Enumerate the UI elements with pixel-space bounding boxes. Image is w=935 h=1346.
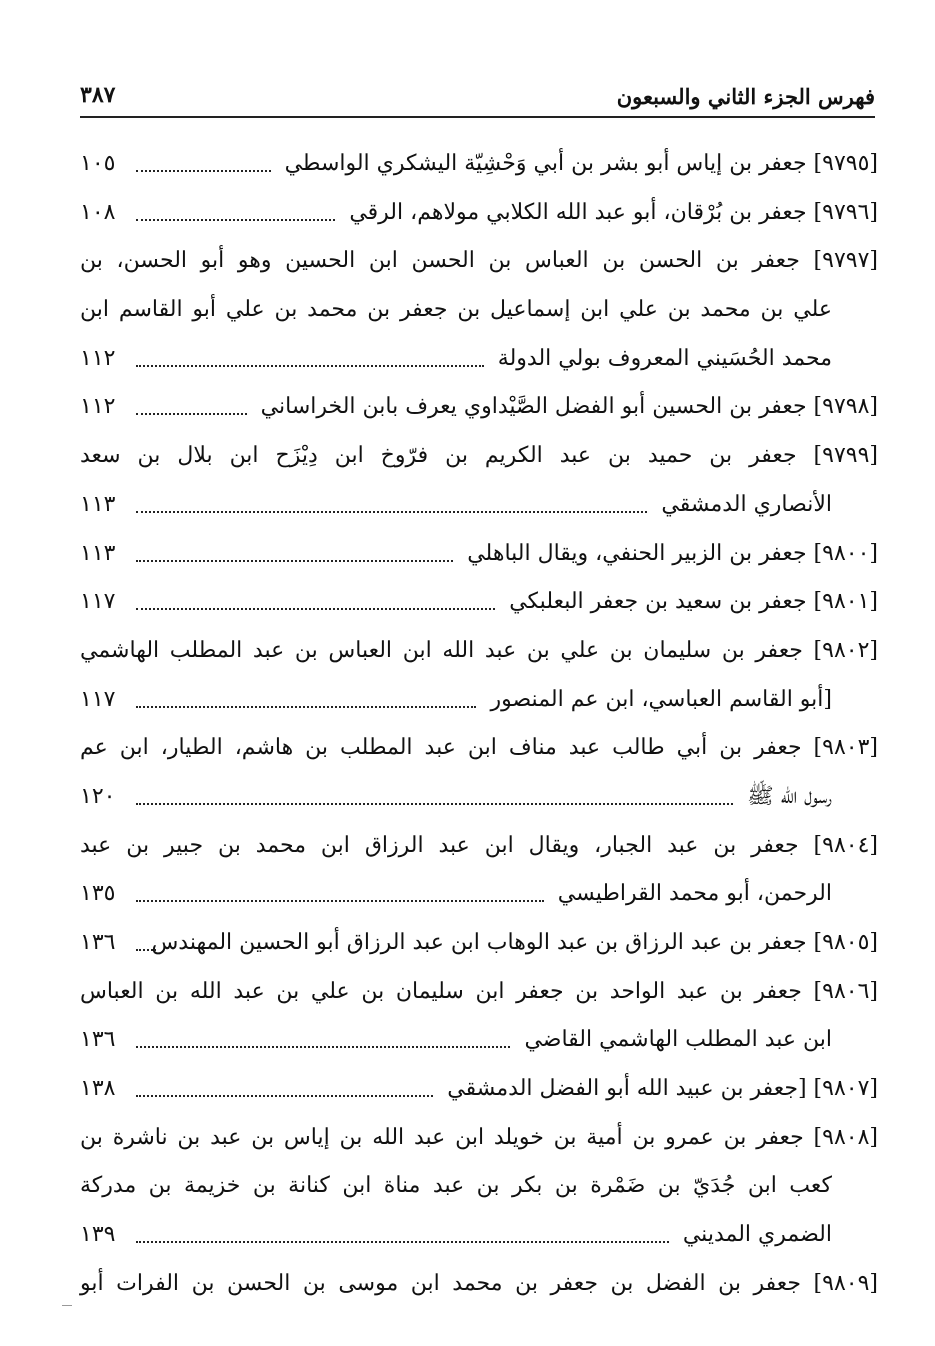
index-entry-continuation: [80, 676, 878, 725]
index-entry: [80, 189, 878, 238]
index-entries: [80, 140, 878, 1309]
leader-dots: [136, 481, 647, 513]
entry-text: [٩٧٩٨] جعفر بن الحسين أبو الفضل الصَّيْداوي يعرف بابن الخراساني: [260, 394, 878, 420]
index-entry-continuation: [80, 870, 878, 919]
entry-page-number: ١١٧: [80, 589, 116, 615]
index-entry: [80, 432, 878, 481]
entry-page-number: ١١٢: [80, 345, 116, 371]
entry-text: [٩٨٠١] جعفر بن سعيد بن جعفر البعلبكي: [509, 589, 878, 615]
index-entry: [80, 968, 878, 1017]
leader-dots: [136, 1211, 669, 1243]
entry-text: ابن عبد المطلب الهاشمي القاضي: [524, 1027, 832, 1053]
entry-text: [٩٨٠٩] جعفر بن الفضل بن جعفر بن محمد ابن موسى بن الحسن بن الفرات أبو: [80, 1270, 878, 1296]
entry-text: كعب ابن جُدَيّ بن ضَمْرة بن بكر بن عبد مناة ابن كنانة بن خزيمة بن مدركة: [80, 1173, 832, 1199]
leader-dots: [136, 773, 733, 805]
index-entry: [80, 237, 878, 286]
entry-text: [٩٨٠٦] جعفر بن عبد الواحد بن جعفر ابن سليمان بن علي بن عبد الله بن العباس: [80, 978, 878, 1004]
entry-text: [٩٧٩٦] جعفر بن بُرْقان، أبو عبد الله الكلابي مولاهم، الرقي: [349, 199, 878, 225]
leader-dots: [136, 1016, 510, 1048]
index-entry: [80, 627, 878, 676]
entry-text: الأنصاري الدمشقي: [661, 491, 832, 517]
entry-page-number: ١٣٩: [80, 1222, 116, 1248]
entry-text: [٩٨٠٧] [جعفر بن عبيد الله أبو الفضل الدمشقي: [447, 1076, 878, 1102]
entry-text: علي بن محمد بن علي ابن إسماعيل بن جعفر بن محمد بن علي أبو القاسم ابن: [80, 297, 833, 323]
index-entry: [80, 724, 878, 773]
page-mark: [62, 1305, 72, 1306]
entry-text: [٩٨٠٣] جعفر بن أبي طالب عبد مناف ابن عبد المطلب بن هاشم، الطيار، ابن عم: [80, 735, 878, 761]
entry-text: [٩٧٩٩] جعفر بن حميد بن عبد الكريم بن فرّوخ ابن دِيْزَح ابن بلال بن سعد: [80, 443, 878, 469]
index-entry-continuation: [80, 1211, 878, 1260]
entry-page-number: ١٠٥: [80, 151, 116, 176]
index-entry: [80, 919, 878, 968]
index-entry-continuation: [80, 335, 878, 384]
entry-page-number: ١١٣: [80, 491, 116, 517]
entry-text: [أبو القاسم العباسي، ابن عم المنصور: [490, 686, 832, 712]
entry-text: [٩٨٠٤] جعفر بن عبد الجبار، ويقال ابن عبد الرزاق ابن محمد بن جبير بن عبد: [80, 832, 878, 858]
entry-page-number: ١١٢: [80, 394, 116, 420]
page-number: ٣٨٧: [80, 82, 116, 108]
leader-dots: [136, 189, 335, 221]
index-entry: [80, 1260, 878, 1309]
index-entry: [80, 140, 878, 189]
entry-text: [٩٨٠٥] جعفر بن عبد الرزاق بن عبد الوهاب ابن عبد الرزاق أبو الحسين المهندس: [151, 930, 878, 955]
leader-dots: [136, 335, 484, 367]
entry-text: رسول الله ﷺ: [747, 783, 832, 809]
index-entry: [80, 1065, 878, 1114]
leader-dots: [136, 383, 247, 415]
entry-text: [٩٧٩٥] جعفر بن إياس أبو بشر بن أبي وَحْشِيّة اليشكري الواسطي: [284, 151, 878, 176]
entry-text: [٩٨٠٢] جعفر بن سليمان بن علي بن عبد الله ابن العباس بن عبد المطلب الهاشمي: [80, 637, 878, 663]
entry-text: [٩٧٩٧] جعفر بن الحسن بن العباس بن الحسن ابن الحسين وهو أبو الحسن، بن: [80, 248, 878, 274]
index-entry-continuation: [80, 481, 878, 530]
index-entry: [80, 530, 878, 579]
index-entry-continuation: [80, 1016, 878, 1065]
leader-dots: [136, 1065, 433, 1097]
leader-dots: [136, 578, 495, 610]
index-entry-continuation: [80, 1162, 878, 1211]
entry-text: محمد الحُسَيني المعروف بولي الدولة: [497, 345, 832, 371]
page-header: [80, 80, 875, 118]
entry-page-number: ١٣٦: [80, 1027, 116, 1053]
leader-dots: [136, 676, 476, 708]
entry-text: الرحمن، أبو محمد القراطيسي: [557, 881, 832, 907]
entry-page-number: ١١٧: [80, 686, 116, 712]
entry-page-number: ١٣٥: [80, 881, 116, 907]
leader-dots: [136, 919, 156, 951]
index-entry: [80, 822, 878, 871]
leader-dots: [136, 530, 453, 562]
entry-text: الضمري المديني: [682, 1222, 832, 1248]
leader-dots: [136, 140, 271, 172]
running-title: فهرس الجزء الثاني والسبعون: [616, 84, 875, 109]
index-entry: [80, 1114, 878, 1163]
index-entry-continuation: [80, 286, 878, 335]
entry-text: [٩٨٠٠] جعفر بن الزبير الحنفي، ويقال الباهلي: [467, 540, 878, 566]
entry-page-number: ١١٣: [80, 540, 116, 566]
index-entry-continuation: [80, 773, 878, 822]
entry-page-number: ١٢٠: [80, 783, 116, 809]
leader-dots: [136, 870, 544, 902]
index-entry: [80, 383, 878, 432]
index-entry: [80, 578, 878, 627]
entry-text: [٩٨٠٨] جعفر بن عمرو بن أمية بن خويلد ابن عبد الله بن إياس بن عبد بن ناشرة بن: [80, 1124, 878, 1150]
entry-page-number: ١٣٦: [80, 930, 116, 955]
entry-page-number: ١٠٨: [80, 199, 116, 225]
entry-page-number: ١٣٨: [80, 1076, 116, 1102]
